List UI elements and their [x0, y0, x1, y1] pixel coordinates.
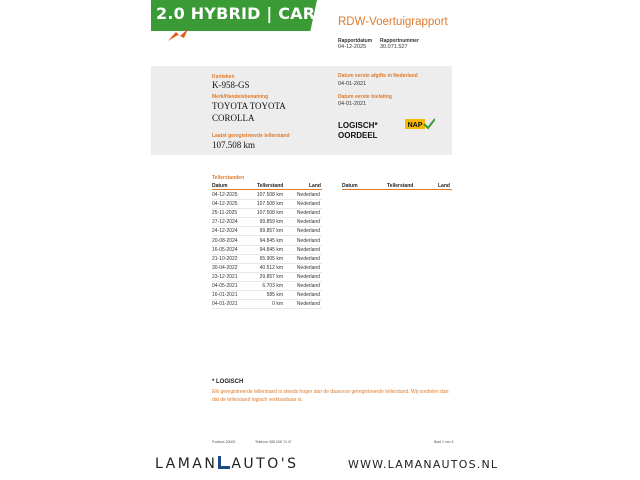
row-km: 107.508 km — [256, 210, 283, 217]
row-km: 99.857 km — [259, 228, 283, 235]
row-date: 04-12-2025 — [212, 192, 238, 198]
row-km: 0 km — [272, 301, 283, 308]
report-number-value: 30.071.527 — [380, 44, 408, 50]
row-date: 04-05-2021 — [212, 283, 238, 289]
row-km: 94.845 km — [259, 246, 283, 253]
first-adm-label: Datum eerste toelating — [338, 94, 392, 100]
website-url: WWW.LAMANAUTOS.NL — [348, 458, 499, 471]
footer-phone: Telefoon 088 008 74 47 — [255, 440, 292, 444]
row-date: 21-10-2022 — [212, 255, 238, 262]
row-km: 107.508 km — [256, 201, 283, 208]
make-line2: COROLLA — [212, 113, 255, 123]
row-land: Nederland — [296, 273, 320, 280]
col-land-header: Land — [309, 183, 321, 189]
table-row — [212, 200, 322, 209]
row-km: 6.703 km — [262, 283, 283, 289]
flame-icon — [166, 28, 196, 42]
report-date-value: 04-12-2025 — [338, 44, 367, 50]
row-land: Nederland — [296, 246, 320, 253]
row-date: 16-05-2024 — [212, 246, 238, 253]
row-land: Nederland — [296, 255, 320, 262]
row-divider — [212, 308, 322, 309]
header-rule — [212, 189, 322, 190]
table-row — [212, 300, 322, 309]
row-land: Nederland — [296, 228, 320, 235]
odo-label: Laatst geregistreerde tellerstand — [212, 133, 290, 139]
report-date-label: Rapportdatum — [338, 38, 373, 44]
row-km: 107.508 km — [256, 192, 283, 198]
first-nl-label: Datum eerste afgifte in Nederland — [338, 73, 418, 79]
table-row — [212, 282, 322, 291]
row-date: 30-04-2022 — [212, 264, 238, 271]
row-km: 94.845 km — [259, 237, 283, 244]
brand-l-mark — [218, 456, 230, 469]
banner-text: 2.0 HYBRID | CARPLAY — [156, 4, 361, 23]
row-land: Nederland — [296, 210, 320, 217]
header-rule-2 — [342, 189, 452, 190]
vehicle-panel — [151, 66, 452, 155]
plate-value: K-958-GS — [212, 80, 250, 90]
row-km: 65.905 km — [259, 255, 283, 262]
row-date: 20-08-2024 — [212, 237, 238, 244]
row-date: 25-11-2025 — [212, 210, 238, 217]
make-line1: TOYOTA TOYOTA — [212, 101, 286, 111]
row-date: 24-12-2024 — [212, 228, 238, 235]
col-km-header-2: Tellerstand — [387, 183, 414, 189]
first-nl-value: 04-01-2021 — [338, 81, 367, 87]
row-land: Nederland — [296, 292, 320, 299]
row-land: Nederland — [296, 264, 320, 271]
table-row — [212, 246, 322, 255]
row-land: Nederland — [296, 283, 320, 289]
brand-left: LAMAN — [155, 456, 218, 472]
table-row — [212, 227, 322, 236]
brand-right: AUTO'S — [231, 456, 299, 472]
row-land: Nederland — [296, 192, 320, 198]
col-km-header: Tellerstand — [257, 183, 284, 189]
col-land-header-2: Land — [438, 183, 450, 189]
row-land: Nederland — [296, 219, 320, 226]
row-km: 40.512 km — [259, 264, 283, 271]
row-km: 99.859 km — [259, 219, 283, 226]
table-row — [212, 191, 322, 200]
col-date-header-2: Datum — [342, 183, 358, 189]
brand-logo — [155, 456, 298, 472]
table-row — [212, 291, 322, 300]
nap-check-icon — [405, 118, 435, 130]
odo-value: 107.508 km — [212, 140, 256, 150]
row-date: 04-01-2021 — [212, 301, 238, 308]
table-row — [212, 209, 322, 218]
first-adm-value: 04-01-2021 — [338, 101, 367, 107]
row-date: 04-12-2025 — [212, 201, 238, 208]
row-km: 585 km — [266, 292, 283, 299]
table-row — [212, 273, 322, 282]
footer-address: Postbus 30000 — [212, 440, 236, 444]
verdict-line2: OORDEEL — [338, 131, 378, 140]
row-land: Nederland — [296, 237, 320, 244]
nap-logo-text: NAP — [407, 122, 423, 129]
footnote-text: Elk geregistreerde tellerstand is steeds hoger dan de daarvoor geregistreerde tellerstand. Wij oordelen dan dat de tellerstand logisch verklaarbaar is. — [212, 389, 449, 403]
report-title: RDW-Voertuigrapport — [338, 16, 448, 28]
table-row — [212, 264, 322, 273]
odometer-section-label: Tellerstanden — [212, 175, 245, 181]
make-label: Merk/Handelsbenaming — [212, 94, 269, 100]
report-number-label: Rapportnummer — [380, 38, 419, 44]
plate-label: Kenteken — [212, 74, 235, 80]
table-row — [212, 218, 322, 227]
row-land: Nederland — [296, 201, 320, 208]
row-date: 27-12-2024 — [212, 219, 238, 226]
row-date: 23-12-2021 — [212, 273, 238, 280]
verdict-line1: LOGISCH* — [338, 121, 378, 130]
footnote-title: * LOGISCH — [212, 379, 244, 385]
verdict — [338, 121, 378, 141]
row-land: Nederland — [296, 301, 320, 308]
table-row — [212, 255, 322, 264]
col-date-header: Datum — [212, 183, 228, 189]
footer-page: Blad 1 van 3 — [434, 440, 454, 444]
row-date: 16-01-2021 — [212, 292, 238, 299]
table-row — [212, 237, 322, 246]
row-km: 29.857 km — [259, 273, 283, 280]
